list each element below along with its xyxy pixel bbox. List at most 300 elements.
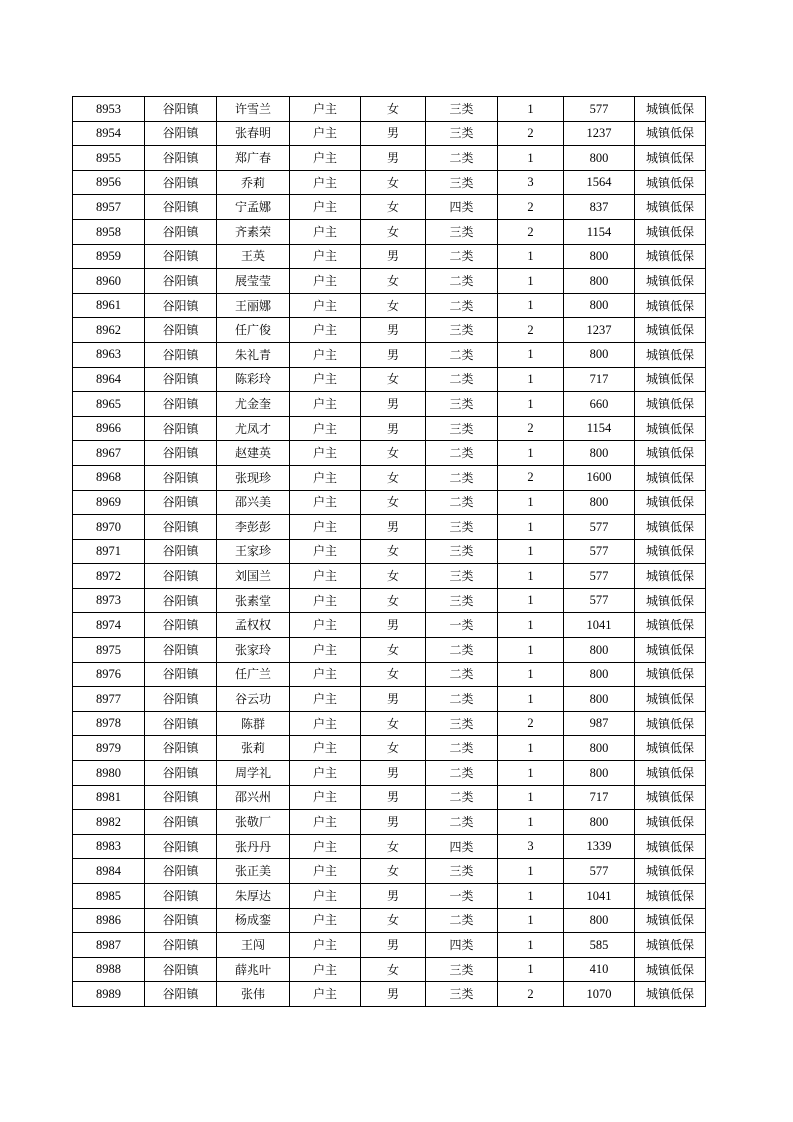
township-cell: 谷阳镇 [145,785,217,810]
household-relation-cell: 户主 [290,121,361,146]
household-relation-cell: 户主 [290,219,361,244]
serial-number-cell: 8957 [73,195,145,220]
township-cell: 谷阳镇 [145,859,217,884]
gender-cell: 男 [361,318,426,343]
household-members-cell: 1 [498,146,564,171]
serial-number-cell: 8985 [73,884,145,909]
recipient-name-cell: 朱厚达 [217,884,290,909]
assistance-type-cell: 城镇低保 [635,490,706,515]
assistance-type-cell: 城镇低保 [635,367,706,392]
recipient-name-cell: 张伟 [217,982,290,1007]
gender-cell: 女 [361,908,426,933]
assistance-class-cell: 二类 [426,293,498,318]
household-members-cell: 1 [498,244,564,269]
recipient-name-cell: 张现珍 [217,465,290,490]
monthly-amount-cell: 577 [564,588,635,613]
assistance-type-cell: 城镇低保 [635,219,706,244]
household-members-cell: 2 [498,318,564,343]
household-relation-cell: 户主 [290,195,361,220]
household-members-cell: 1 [498,613,564,638]
household-members-cell: 3 [498,170,564,195]
recipient-name-cell: 邵兴州 [217,785,290,810]
recipient-name-cell: 尤凤才 [217,416,290,441]
table-row [73,687,706,712]
township-cell: 谷阳镇 [145,367,217,392]
household-members-cell: 2 [498,219,564,244]
township-cell: 谷阳镇 [145,908,217,933]
serial-number-cell: 8987 [73,933,145,958]
household-relation-cell: 户主 [290,441,361,466]
monthly-amount-cell: 577 [564,564,635,589]
gender-cell: 男 [361,416,426,441]
township-cell: 谷阳镇 [145,318,217,343]
household-relation-cell: 户主 [290,613,361,638]
household-members-cell: 1 [498,367,564,392]
serial-number-cell: 8953 [73,97,145,122]
household-members-cell: 1 [498,342,564,367]
serial-number-cell: 8967 [73,441,145,466]
table-row [73,564,706,589]
gender-cell: 女 [361,293,426,318]
recipient-name-cell: 王闯 [217,933,290,958]
township-cell: 谷阳镇 [145,662,217,687]
assistance-type-cell: 城镇低保 [635,859,706,884]
township-cell: 谷阳镇 [145,465,217,490]
household-members-cell: 1 [498,392,564,417]
serial-number-cell: 8980 [73,761,145,786]
table-row [73,785,706,810]
table-row [73,342,706,367]
household-members-cell: 2 [498,711,564,736]
table-row [73,810,706,835]
table-row [73,318,706,343]
table-row [73,515,706,540]
monthly-amount-cell: 800 [564,146,635,171]
table-row [73,933,706,958]
serial-number-cell: 8962 [73,318,145,343]
household-members-cell: 1 [498,884,564,909]
monthly-amount-cell: 660 [564,392,635,417]
gender-cell: 男 [361,687,426,712]
monthly-amount-cell: 1041 [564,884,635,909]
monthly-amount-cell: 1237 [564,318,635,343]
assistance-type-cell: 城镇低保 [635,564,706,589]
township-cell: 谷阳镇 [145,736,217,761]
serial-number-cell: 8974 [73,613,145,638]
township-cell: 谷阳镇 [145,711,217,736]
serial-number-cell: 8968 [73,465,145,490]
table-row [73,244,706,269]
monthly-amount-cell: 800 [564,244,635,269]
serial-number-cell: 8966 [73,416,145,441]
monthly-amount-cell: 800 [564,342,635,367]
gender-cell: 女 [361,957,426,982]
household-members-cell: 1 [498,810,564,835]
township-cell: 谷阳镇 [145,244,217,269]
recipient-name-cell: 任广兰 [217,662,290,687]
recipient-name-cell: 王家珍 [217,539,290,564]
household-relation-cell: 户主 [290,269,361,294]
recipient-name-cell: 展莹莹 [217,269,290,294]
assistance-class-cell: 一类 [426,613,498,638]
table-row [73,367,706,392]
gender-cell: 男 [361,933,426,958]
recipient-name-cell: 邵兴美 [217,490,290,515]
assistance-class-cell: 二类 [426,810,498,835]
household-relation-cell: 户主 [290,982,361,1007]
serial-number-cell: 8981 [73,785,145,810]
assistance-class-cell: 三类 [426,121,498,146]
table-row [73,490,706,515]
recipient-name-cell: 陈群 [217,711,290,736]
township-cell: 谷阳镇 [145,884,217,909]
assistance-type-cell: 城镇低保 [635,834,706,859]
monthly-amount-cell: 987 [564,711,635,736]
gender-cell: 女 [361,170,426,195]
assistance-class-cell: 三类 [426,97,498,122]
household-members-cell: 2 [498,465,564,490]
table-row [73,884,706,909]
assistance-type-cell: 城镇低保 [635,318,706,343]
table-row [73,392,706,417]
serial-number-cell: 8972 [73,564,145,589]
assistance-type-cell: 城镇低保 [635,121,706,146]
monthly-amount-cell: 1070 [564,982,635,1007]
monthly-amount-cell: 800 [564,638,635,663]
household-relation-cell: 户主 [290,465,361,490]
gender-cell: 男 [361,613,426,638]
recipient-name-cell: 郑广春 [217,146,290,171]
monthly-amount-cell: 1600 [564,465,635,490]
table-row [73,465,706,490]
recipient-name-cell: 张正美 [217,859,290,884]
assistance-class-cell: 三类 [426,957,498,982]
assistance-type-cell: 城镇低保 [635,711,706,736]
assistance-class-cell: 三类 [426,515,498,540]
household-members-cell: 1 [498,859,564,884]
recipient-name-cell: 赵建英 [217,441,290,466]
serial-number-cell: 8975 [73,638,145,663]
household-members-cell: 1 [498,269,564,294]
assistance-class-cell: 二类 [426,342,498,367]
gender-cell: 男 [361,785,426,810]
household-relation-cell: 户主 [290,416,361,441]
assistance-class-cell: 三类 [426,392,498,417]
assistance-type-cell: 城镇低保 [635,416,706,441]
recipient-name-cell: 张素堂 [217,588,290,613]
gender-cell: 女 [361,539,426,564]
recipient-name-cell: 李彭彭 [217,515,290,540]
table-row [73,613,706,638]
recipient-name-cell: 王英 [217,244,290,269]
assistance-type-cell: 城镇低保 [635,293,706,318]
household-relation-cell: 户主 [290,342,361,367]
household-relation-cell: 户主 [290,908,361,933]
township-cell: 谷阳镇 [145,687,217,712]
assistance-type-cell: 城镇低保 [635,392,706,417]
table-row [73,416,706,441]
monthly-amount-cell: 1154 [564,219,635,244]
household-members-cell: 1 [498,687,564,712]
assistance-type-cell: 城镇低保 [635,195,706,220]
township-cell: 谷阳镇 [145,834,217,859]
assistance-type-cell: 城镇低保 [635,269,706,294]
monthly-amount-cell: 1339 [564,834,635,859]
township-cell: 谷阳镇 [145,97,217,122]
serial-number-cell: 8969 [73,490,145,515]
household-relation-cell: 户主 [290,834,361,859]
recipient-name-cell: 张敬厂 [217,810,290,835]
assistance-type-cell: 城镇低保 [635,342,706,367]
assistance-type-cell: 城镇低保 [635,170,706,195]
assistance-type-cell: 城镇低保 [635,908,706,933]
household-members-cell: 1 [498,588,564,613]
household-relation-cell: 户主 [290,687,361,712]
monthly-amount-cell: 837 [564,195,635,220]
assistance-type-cell: 城镇低保 [635,884,706,909]
household-members-cell: 1 [498,515,564,540]
gender-cell: 女 [361,638,426,663]
household-members-cell: 1 [498,908,564,933]
gender-cell: 女 [361,97,426,122]
household-relation-cell: 户主 [290,490,361,515]
gender-cell: 女 [361,564,426,589]
household-relation-cell: 户主 [290,244,361,269]
serial-number-cell: 8988 [73,957,145,982]
household-relation-cell: 户主 [290,146,361,171]
household-members-cell: 1 [498,933,564,958]
household-relation-cell: 户主 [290,515,361,540]
monthly-amount-cell: 800 [564,662,635,687]
household-relation-cell: 户主 [290,957,361,982]
assistance-class-cell: 二类 [426,146,498,171]
gender-cell: 男 [361,392,426,417]
assistance-type-cell: 城镇低保 [635,810,706,835]
assistance-class-cell: 三类 [426,564,498,589]
monthly-amount-cell: 800 [564,687,635,712]
assistance-class-cell: 三类 [426,982,498,1007]
document-page [72,96,706,1007]
gender-cell: 女 [361,465,426,490]
township-cell: 谷阳镇 [145,539,217,564]
gender-cell: 女 [361,859,426,884]
table-row [73,761,706,786]
assistance-class-cell: 三类 [426,219,498,244]
township-cell: 谷阳镇 [145,564,217,589]
household-relation-cell: 户主 [290,933,361,958]
assistance-type-cell: 城镇低保 [635,761,706,786]
recipient-name-cell: 尤金奎 [217,392,290,417]
household-relation-cell: 户主 [290,859,361,884]
assistance-class-cell: 三类 [426,539,498,564]
serial-number-cell: 8970 [73,515,145,540]
gender-cell: 男 [361,982,426,1007]
household-relation-cell: 户主 [290,810,361,835]
gender-cell: 女 [361,588,426,613]
gender-cell: 女 [361,662,426,687]
gender-cell: 男 [361,244,426,269]
township-cell: 谷阳镇 [145,269,217,294]
assistance-class-cell: 二类 [426,441,498,466]
assistance-type-cell: 城镇低保 [635,515,706,540]
gender-cell: 男 [361,761,426,786]
assistance-class-cell: 三类 [426,711,498,736]
monthly-amount-cell: 800 [564,269,635,294]
table-row [73,859,706,884]
gender-cell: 女 [361,269,426,294]
household-members-cell: 1 [498,539,564,564]
assistance-class-cell: 二类 [426,465,498,490]
household-relation-cell: 户主 [290,367,361,392]
township-cell: 谷阳镇 [145,416,217,441]
assistance-type-cell: 城镇低保 [635,613,706,638]
gender-cell: 女 [361,711,426,736]
gender-cell: 男 [361,121,426,146]
monthly-amount-cell: 577 [564,97,635,122]
township-cell: 谷阳镇 [145,588,217,613]
serial-number-cell: 8984 [73,859,145,884]
assistance-type-cell: 城镇低保 [635,736,706,761]
township-cell: 谷阳镇 [145,761,217,786]
gender-cell: 男 [361,146,426,171]
assistance-type-cell: 城镇低保 [635,244,706,269]
township-cell: 谷阳镇 [145,933,217,958]
monthly-amount-cell: 800 [564,761,635,786]
recipient-name-cell: 乔莉 [217,170,290,195]
township-cell: 谷阳镇 [145,982,217,1007]
table-row [73,195,706,220]
recipient-name-cell: 张家玲 [217,638,290,663]
gender-cell: 男 [361,884,426,909]
table-row [73,711,706,736]
monthly-amount-cell: 577 [564,515,635,540]
assistance-type-cell: 城镇低保 [635,465,706,490]
gender-cell: 女 [361,490,426,515]
assistance-class-cell: 二类 [426,244,498,269]
serial-number-cell: 8973 [73,588,145,613]
household-members-cell: 3 [498,834,564,859]
household-relation-cell: 户主 [290,785,361,810]
serial-number-cell: 8983 [73,834,145,859]
household-relation-cell: 户主 [290,662,361,687]
recipient-name-cell: 张丹丹 [217,834,290,859]
township-cell: 谷阳镇 [145,293,217,318]
recipient-name-cell: 王丽娜 [217,293,290,318]
monthly-amount-cell: 1154 [564,416,635,441]
serial-number-cell: 8971 [73,539,145,564]
monthly-amount-cell: 577 [564,539,635,564]
serial-number-cell: 8958 [73,219,145,244]
table-row [73,834,706,859]
household-members-cell: 1 [498,957,564,982]
gender-cell: 女 [361,834,426,859]
household-members-cell: 1 [498,662,564,687]
assistance-type-cell: 城镇低保 [635,957,706,982]
gender-cell: 女 [361,441,426,466]
monthly-amount-cell: 1564 [564,170,635,195]
assistance-class-cell: 四类 [426,195,498,220]
household-members-cell: 2 [498,195,564,220]
table-row [73,957,706,982]
monthly-amount-cell: 800 [564,490,635,515]
assistance-type-cell: 城镇低保 [635,638,706,663]
recipient-name-cell: 张春明 [217,121,290,146]
assistance-class-cell: 二类 [426,490,498,515]
assistance-type-cell: 城镇低保 [635,662,706,687]
township-cell: 谷阳镇 [145,342,217,367]
assistance-class-cell: 三类 [426,416,498,441]
serial-number-cell: 8978 [73,711,145,736]
household-relation-cell: 户主 [290,318,361,343]
assistance-class-cell: 四类 [426,834,498,859]
household-relation-cell: 户主 [290,539,361,564]
household-members-cell: 1 [498,490,564,515]
recipient-name-cell: 宁孟娜 [217,195,290,220]
household-relation-cell: 户主 [290,736,361,761]
monthly-amount-cell: 717 [564,785,635,810]
household-members-cell: 1 [498,564,564,589]
table-row [73,982,706,1007]
gender-cell: 男 [361,810,426,835]
household-members-cell: 1 [498,785,564,810]
monthly-amount-cell: 585 [564,933,635,958]
table-row [73,121,706,146]
serial-number-cell: 8977 [73,687,145,712]
assistance-class-cell: 二类 [426,638,498,663]
monthly-amount-cell: 1041 [564,613,635,638]
assistance-type-cell: 城镇低保 [635,687,706,712]
township-cell: 谷阳镇 [145,515,217,540]
assistance-class-cell: 三类 [426,859,498,884]
assistance-class-cell: 三类 [426,170,498,195]
table-row [73,441,706,466]
monthly-amount-cell: 717 [564,367,635,392]
roster-body [73,97,706,1007]
recipient-name-cell: 陈彩玲 [217,367,290,392]
serial-number-cell: 8964 [73,367,145,392]
serial-number-cell: 8959 [73,244,145,269]
household-members-cell: 1 [498,761,564,786]
table-row [73,908,706,933]
assistance-class-cell: 二类 [426,736,498,761]
monthly-amount-cell: 800 [564,810,635,835]
household-members-cell: 2 [498,416,564,441]
assistance-type-cell: 城镇低保 [635,982,706,1007]
serial-number-cell: 8955 [73,146,145,171]
table-row [73,170,706,195]
township-cell: 谷阳镇 [145,219,217,244]
assistance-class-cell: 三类 [426,318,498,343]
recipient-name-cell: 许雪兰 [217,97,290,122]
monthly-amount-cell: 800 [564,908,635,933]
table-row [73,146,706,171]
serial-number-cell: 8979 [73,736,145,761]
recipient-name-cell: 朱礼青 [217,342,290,367]
township-cell: 谷阳镇 [145,441,217,466]
recipient-name-cell: 杨成銮 [217,908,290,933]
assistance-type-cell: 城镇低保 [635,588,706,613]
serial-number-cell: 8989 [73,982,145,1007]
township-cell: 谷阳镇 [145,392,217,417]
recipient-name-cell: 谷云功 [217,687,290,712]
household-relation-cell: 户主 [290,638,361,663]
serial-number-cell: 8954 [73,121,145,146]
monthly-amount-cell: 800 [564,441,635,466]
household-members-cell: 1 [498,293,564,318]
assistance-class-cell: 二类 [426,367,498,392]
gender-cell: 男 [361,342,426,367]
household-members-cell: 1 [498,736,564,761]
